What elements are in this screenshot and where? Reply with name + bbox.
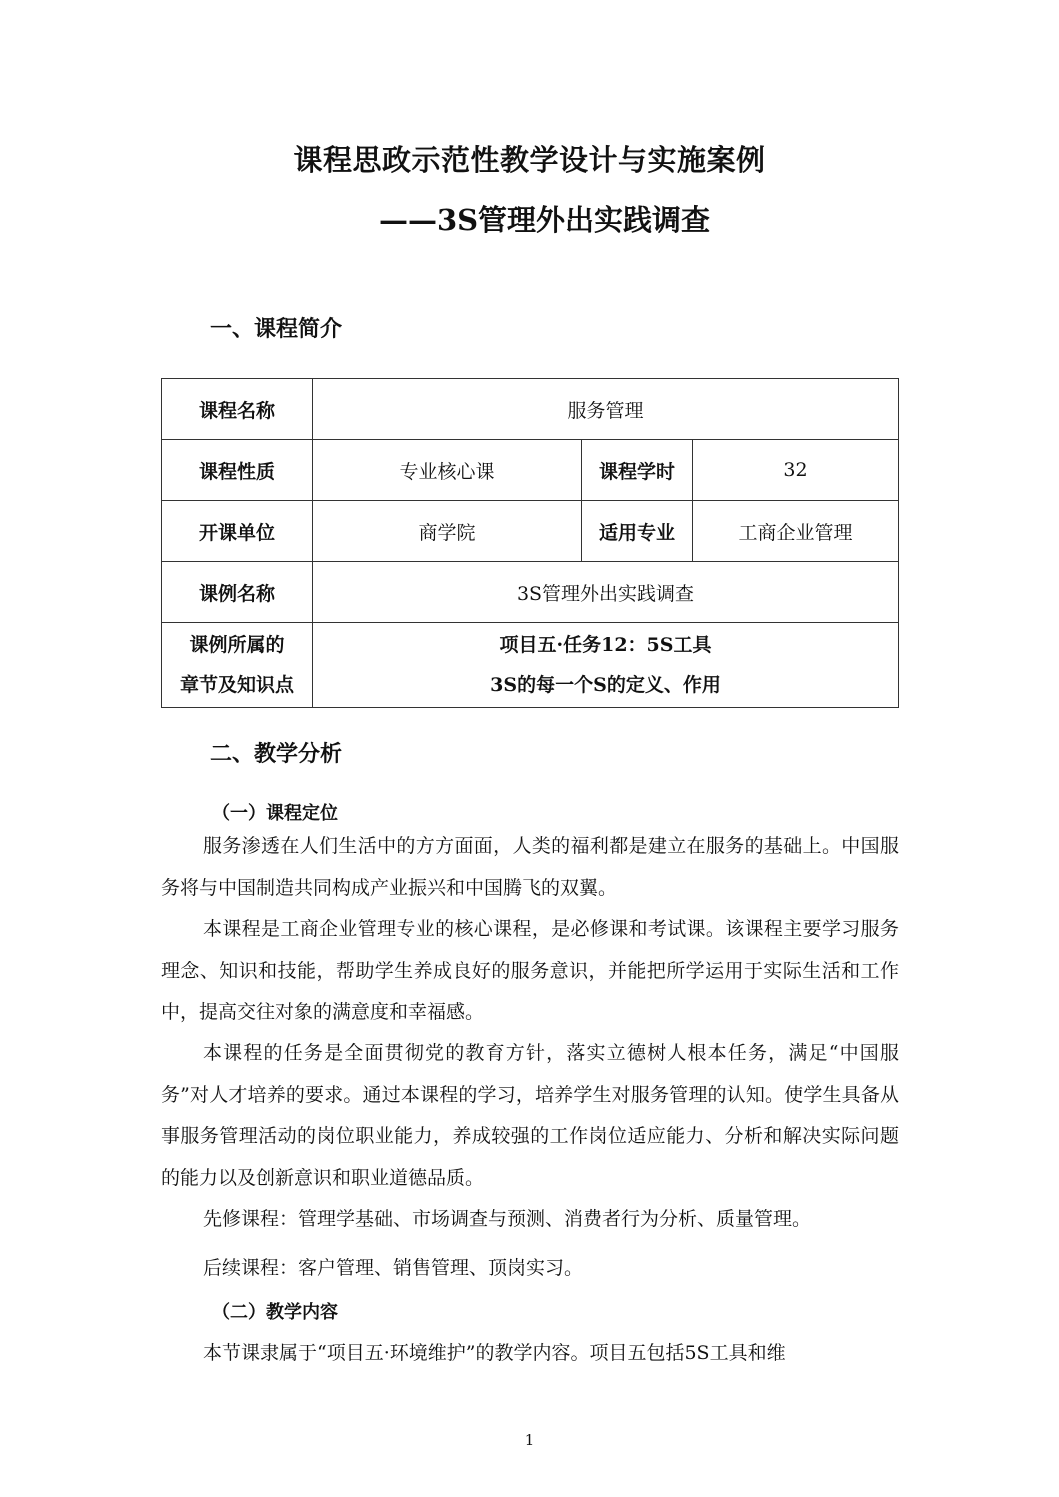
table-label-course-type: 课程性质 <box>162 440 313 501</box>
table-label-major: 适用专业 <box>582 501 693 562</box>
table-label-department: 开课单位 <box>162 501 313 562</box>
paragraph-followup-courses: 后续课程：客户管理、销售管理、顶岗实习。 <box>203 1257 584 1279</box>
section-heading-teaching-analysis: 二、教学分析 <box>210 741 343 767</box>
subheading-course-positioning: （一）课程定位 <box>212 803 338 824</box>
paragraph: 本课程的任务是全面贯彻党的教育方针，落实立德树人根本任务，满足“中国服务”对人才培养的要求。通过本课程的学习，培养学生对服务管理的认知。使学生具备从事服务管理活动的岗位职业能力，养成较强的工作岗位适应能力、分析和解决实际问题的能力以及创新意识和职业道德品质。 <box>161 1042 899 1189</box>
table-row <box>162 623 899 708</box>
page-number: 1 <box>524 1431 535 1449</box>
subheading-teaching-content: （二）教学内容 <box>212 1302 338 1323</box>
table-row <box>162 379 899 440</box>
table-row <box>162 501 899 562</box>
table-value-chapter-line2: 3S的每一个S的定义、作用 <box>490 674 721 696</box>
table-value-major: 工商企业管理 <box>693 501 899 562</box>
table-value-chapter-line1: 项目五·任务12：5S工具 <box>499 634 712 656</box>
table-value-course-type: 专业核心课 <box>313 440 582 501</box>
table-value-department: 商学院 <box>313 501 582 562</box>
table-value-course-hours: 32 <box>693 440 899 501</box>
table-label-course-name: 课程名称 <box>162 379 313 440</box>
paragraph-prerequisites: 先修课程：管理学基础、市场调查与预测、消费者行为分析、质量管理。 <box>203 1208 812 1230</box>
paragraph: 服务渗透在人们生活中的方方面面，人类的福利都是建立在服务的基础上。中国服务将与中国制造共同构成产业振兴和中国腾飞的双翼。 <box>161 835 899 899</box>
table-label-chapter <box>162 623 313 708</box>
paragraph: 本节课隶属于“项目五·环境维护”的教学内容。项目五包括5S工具和维 <box>203 1342 786 1364</box>
table-label-course-hours: 课程学时 <box>582 440 693 501</box>
document-subtitle: ——3S管理外出实践调查 <box>378 203 711 237</box>
table-label-case-name: 课例名称 <box>162 562 313 623</box>
table-value-chapter <box>313 623 899 708</box>
paragraph: 本课程是工商企业管理专业的核心课程，是必修课和考试课。该课程主要学习服务理念、知识和技能，帮助学生养成良好的服务意识，并能把所学运用于实际生活和工作中，提高交往对象的满意度和幸福感。 <box>161 918 899 1023</box>
section-heading-course-intro: 一、课程简介 <box>210 316 343 342</box>
document-title: 课程思政示范性教学设计与实施案例 <box>293 143 766 177</box>
table-value-course-name: 服务管理 <box>313 379 899 440</box>
table-row <box>162 440 899 501</box>
table-row <box>162 562 899 623</box>
table-label-chapter-line2: 章节及知识点 <box>179 674 294 696</box>
table-label-chapter-line1: 课例所属的 <box>189 634 285 656</box>
table-value-case-name: 3S管理外出实践调查 <box>313 562 899 623</box>
course-info-table <box>161 378 899 708</box>
